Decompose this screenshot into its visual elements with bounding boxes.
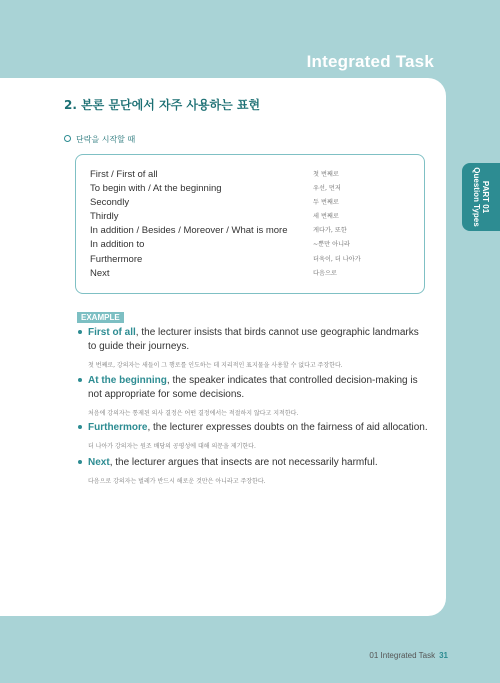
example-sentence-rest: , the speaker indicates that controlled decision-making is not appropriate for some decisions. <box>88 375 418 400</box>
expression-ko: ~뿐만 아니라 <box>313 241 351 248</box>
expression-ko: 첫 번째로 <box>313 171 339 178</box>
example-translation: 처음에 강의자는 통제된 의사 결정은 어떤 결정에서는 적절하지 않다고 지적한다. <box>88 410 299 417</box>
footer-section: 01 Integrated Task <box>369 651 436 660</box>
expression-row <box>90 268 410 282</box>
expression-en: In addition to <box>90 239 145 250</box>
example-highlight: Next <box>88 457 110 468</box>
page-footer <box>369 651 448 660</box>
example-item <box>78 421 428 450</box>
ring-bullet-icon <box>64 135 71 142</box>
side-tab-label <box>472 167 490 226</box>
example-item <box>78 326 428 369</box>
expression-row <box>90 225 410 239</box>
expression-en: Next <box>90 268 110 279</box>
example-sentence-rest: , the lecturer argues that insects are not necessarily harmful. <box>109 457 378 468</box>
example-sentence <box>88 374 428 402</box>
part-side-tab <box>462 163 500 231</box>
section-heading: 2. 본론 문단에서 자주 사용하는 표현 <box>64 98 261 112</box>
expression-box <box>75 154 425 294</box>
expression-row <box>90 254 410 268</box>
sub-heading-text: 단락을 시작할 때 <box>76 135 136 144</box>
example-highlight: At the beginning <box>88 375 167 386</box>
bullet-icon <box>78 330 82 334</box>
expression-row <box>90 197 410 211</box>
expression-en: Thirdly <box>90 211 119 222</box>
example-sentence-rest: , the lecturer insists that birds cannot use geographic landmarks to guide their journeys. <box>88 327 419 352</box>
expression-row <box>90 211 410 225</box>
expression-ko: 세 번째로 <box>313 213 339 220</box>
expression-en: In addition / Besides / Moreover / What is more <box>90 225 288 236</box>
example-highlight: Furthermore <box>88 422 148 433</box>
side-tab-type: Question Types <box>472 167 481 227</box>
example-label: EXAMPLE <box>77 312 124 323</box>
example-sentence-rest: , the lecturer expresses doubts on the fairness of aid allocation. <box>147 422 428 433</box>
expression-row <box>90 239 410 253</box>
sub-heading <box>64 134 135 145</box>
example-translation: 더 나아가 강의자는 원조 배당의 공평성에 대해 의문을 제기한다. <box>88 443 256 450</box>
expression-ko: 두 번째로 <box>313 199 339 206</box>
expression-row <box>90 169 410 183</box>
expression-ko: 게다가, 또한 <box>313 227 347 234</box>
example-sentence <box>88 326 428 354</box>
bullet-icon <box>78 425 82 429</box>
example-translation: 다음으로 강의자는 벌레가 반드시 해로운 것만은 아니라고 주장한다. <box>88 478 266 485</box>
expression-ko: 우선, 먼저 <box>313 185 341 192</box>
example-sentence <box>88 456 428 470</box>
expression-ko: 다음으로 <box>313 270 337 277</box>
bullet-icon <box>78 378 82 382</box>
expression-row <box>90 183 410 197</box>
example-highlight: First of all <box>88 327 136 338</box>
expression-en: To begin with / At the beginning <box>90 183 222 194</box>
page-number: 31 <box>439 651 448 660</box>
expression-en: Furthermore <box>90 254 143 265</box>
expression-ko: 더욱이, 더 나아가 <box>313 256 361 263</box>
side-tab-part: PART 01 <box>481 180 490 214</box>
example-translation: 첫 번째로, 강의자는 새들이 그 행로를 인도하는 데 지리적인 표지물을 사용할 수 없다고 주장한다. <box>88 362 343 369</box>
example-sentence <box>88 421 428 435</box>
example-item <box>78 456 428 485</box>
expression-en: Secondly <box>90 197 130 208</box>
example-item <box>78 374 428 417</box>
bullet-icon <box>78 460 82 464</box>
expression-en: First / First of all <box>90 169 158 180</box>
chapter-title: Integrated Task <box>306 52 434 71</box>
